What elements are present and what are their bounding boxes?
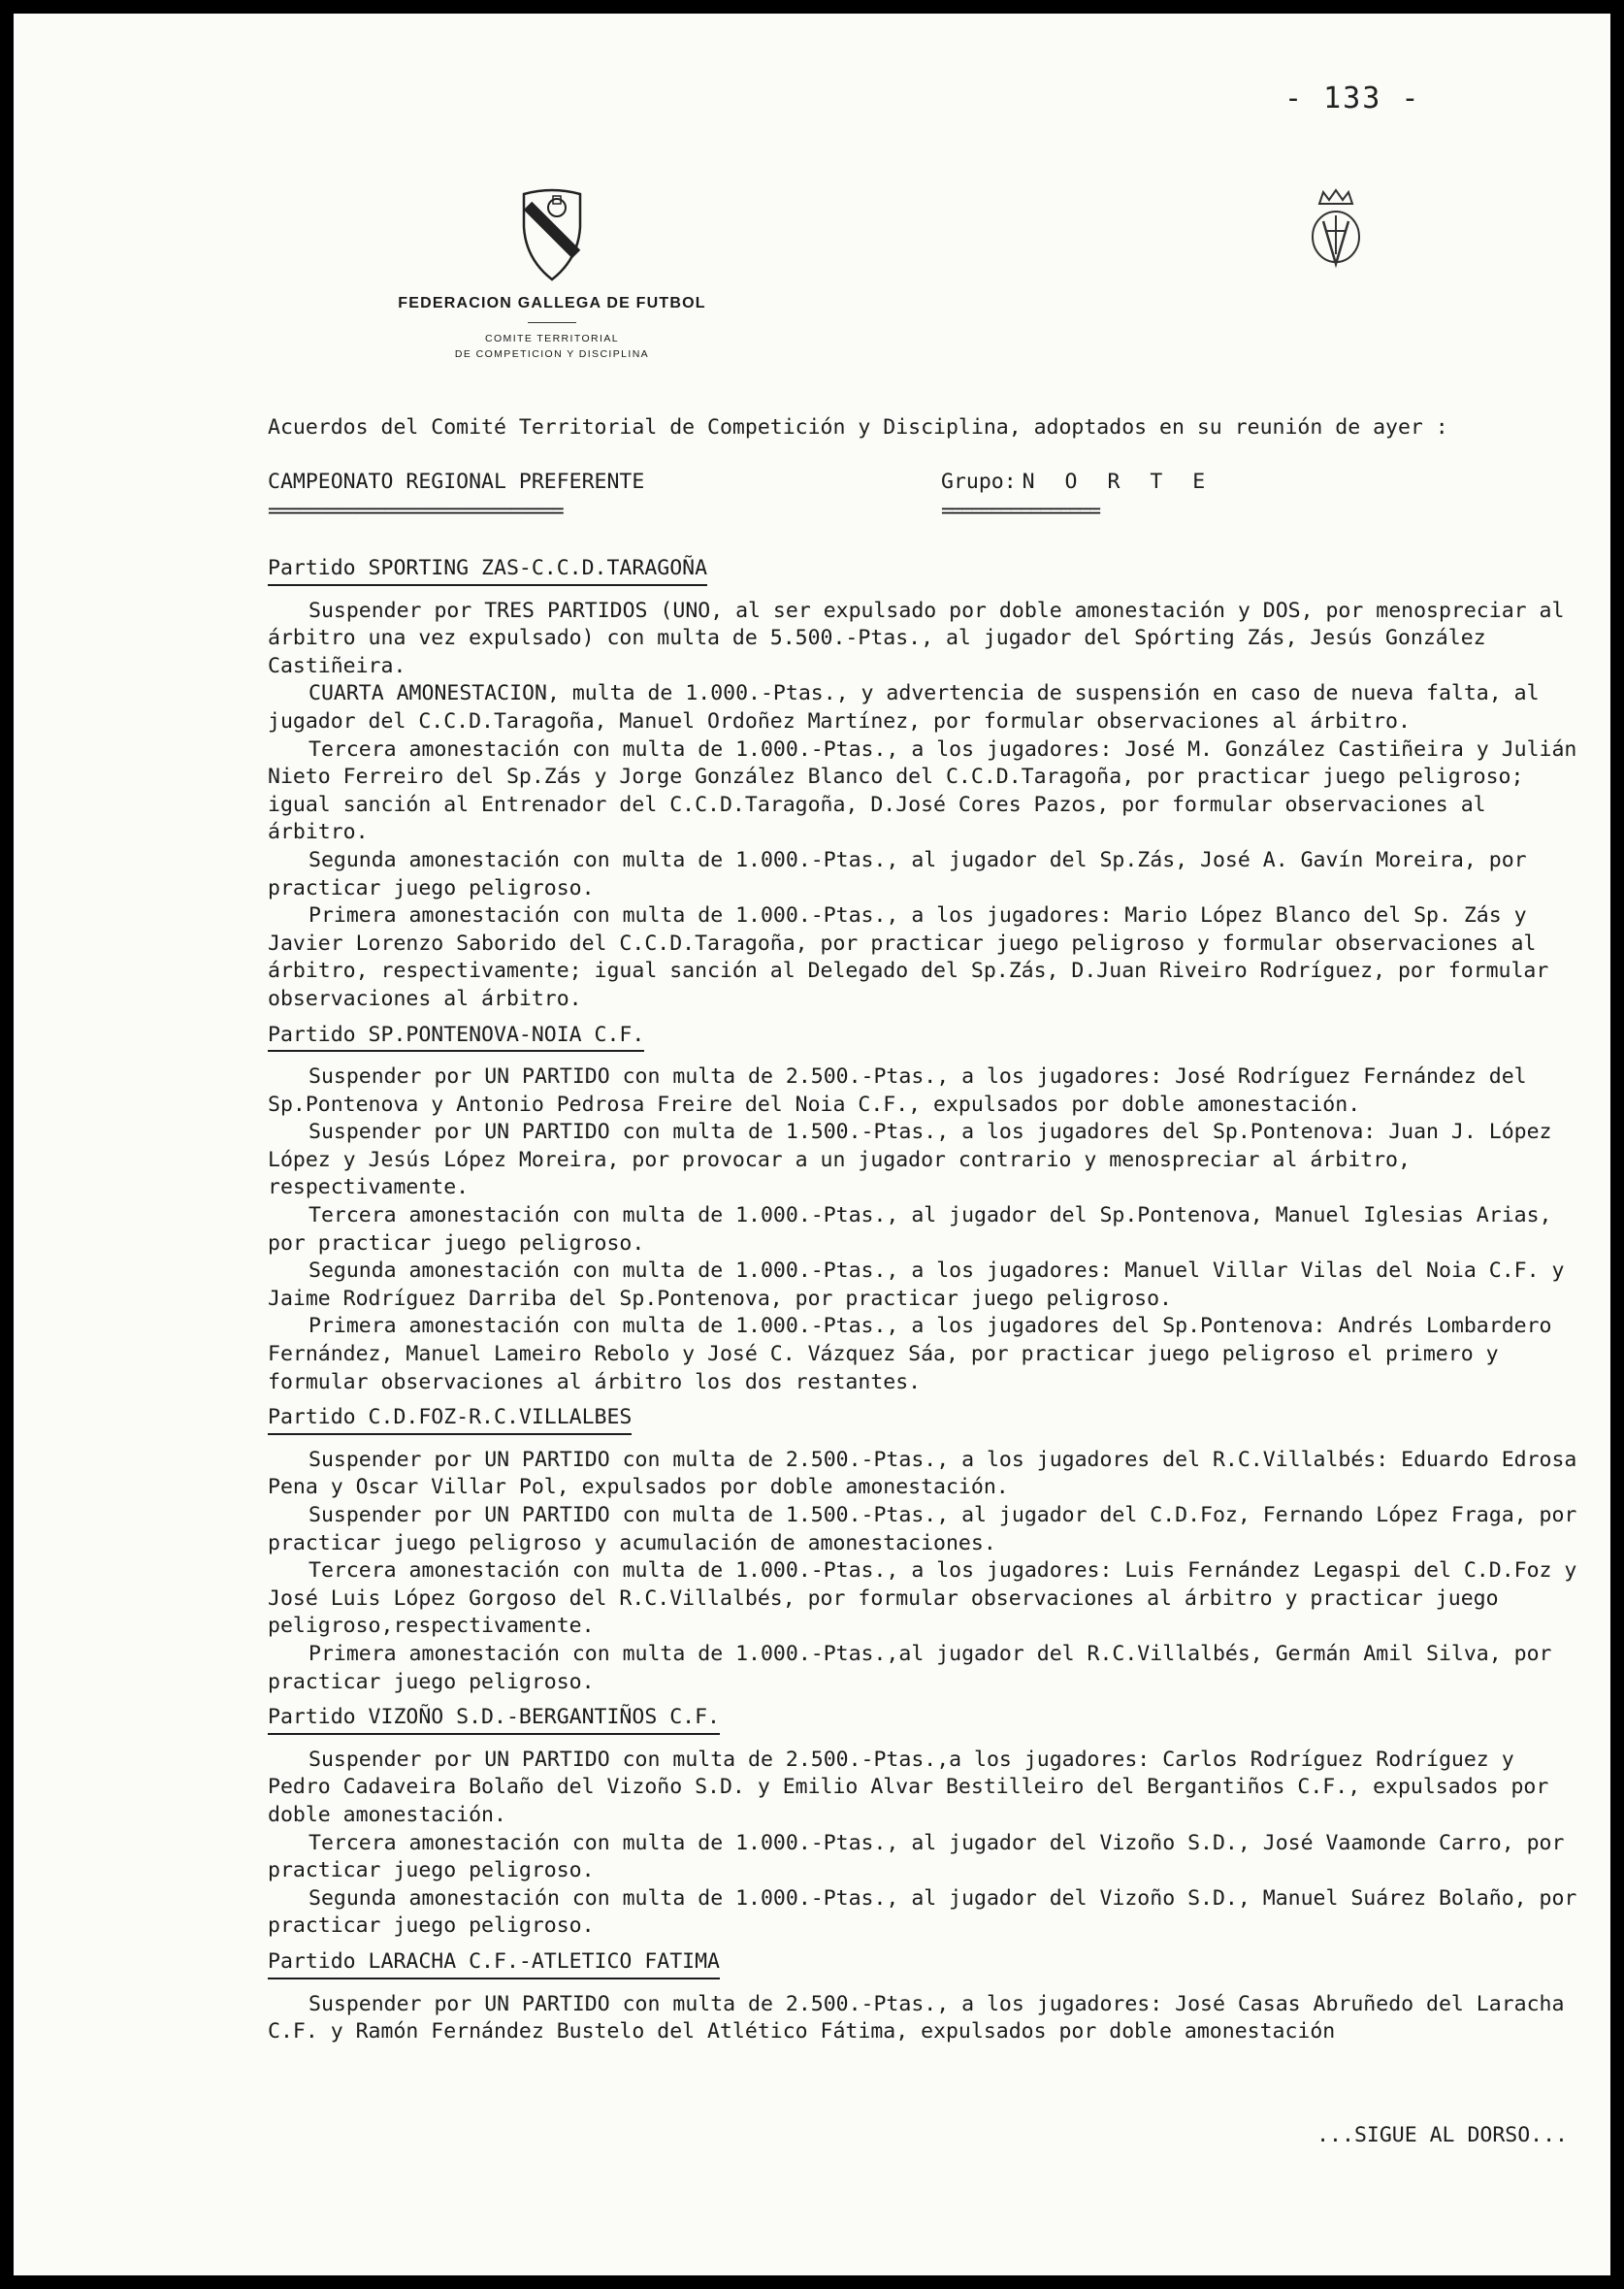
resolution-paragraph: Suspender por UN PARTIDO con multa de 1.500.-Ptas., a los jugadores del Sp.Pontenova: Juan J. López López y Jesús López Moreira, por provocar a un jugador contrario y menospreciar al árbitro, respectivamente. [268, 1120, 1552, 1200]
shield-icon [518, 186, 586, 283]
page-number: - 133 - [1284, 82, 1421, 115]
group-label: Grupo: [941, 470, 1017, 494]
match-title: Partido SPORTING ZAS-C.C.D.TARAGOÑA [268, 555, 1587, 586]
championship-underline: ============================ [268, 499, 563, 523]
resolution-paragraph: Tercera amonestación con multa de 1.000.-Ptas., al jugador del Vizoño S.D., José Vaamonde Carro, por practicar juego peligroso. [268, 1830, 1565, 1883]
continuation-note: ...SIGUE AL DORSO... [1316, 2123, 1568, 2147]
header-divider [528, 322, 576, 323]
resolution-paragraph: Suspender por TRES PARTIDOS (UNO, al ser expulsado por doble amonestación y DOS, por menospreciar al árbitro una vez expulsado) con multa de 5.500.-Ptas., al jugador del Spórting Zás, Jesús González Castiñeira. [268, 598, 1565, 678]
resolution-paragraph: Primera amonestación con multa de 1.000.-Ptas., a los jugadores: Mario López Blanco del Sp. Zás y Javier Lorenzo Saborido del C.C.D.Taragoña, por practicar juego peligroso y formular observaciones al árbitro, respectivamente; igual sanción al Delegado del Sp.Zás, D.Juan Riveiro Rodríguez, por formular observaciones al árbitro. [268, 903, 1549, 1011]
match-title: Partido LARACHA C.F.-ATLETICO FATIMA [268, 1948, 1587, 1979]
championship-label: CAMPEONATO REGIONAL PREFERENTE [268, 470, 645, 494]
resolution-paragraph: Suspender por UN PARTIDO con multa de 2.500.-Ptas., a los jugadores del R.C.Villalbés: Eduardo Edrosa Pena y Oscar Villar Pol, expulsados por doble amonestación. [268, 1447, 1577, 1500]
resolution-paragraph: Segunda amonestación con multa de 1.000.-Ptas., al jugador del Vizoño S.D., Manuel Suárez Bolaño, por practicar juego peligroso. [268, 1885, 1577, 1939]
resolution-paragraph: Suspender por UN PARTIDO con multa de 1.500.-Ptas., al jugador del C.D.Foz, Fernando López Fraga, por practicar juego peligroso y acumulación de amonestaciones. [268, 1503, 1577, 1555]
federation-name: FEDERACION GALLEGA DE FUTBOL [398, 295, 706, 311]
resolution-paragraph: Segunda amonestación con multa de 1.000.-Ptas., al jugador del Sp.Zás, José A. Gavín Moreira, por practicar juego peligroso. [268, 847, 1527, 900]
resolution-paragraph: Suspender por UN PARTIDO con multa de 2.500.-Ptas.,a los jugadores: Carlos Rodríguez Rodríguez y Pedro Cadaveira Bolaño del Vizoño S.D. y Emilio Alvar Bestilleiro del Bergantiños C.F., expulsados por doble amonestación. [268, 1747, 1549, 1827]
crowned-crest-icon [1306, 186, 1366, 270]
committee-line-1: COMITE TERRITORIAL [485, 333, 619, 344]
resolution-paragraph: Suspender por UN PARTIDO con multa de 2.500.-Ptas., a los jugadores: José Rodríguez Fernández del Sp.Pontenova y Antonio Pedrosa Freire del Noia C.F., expulsados por doble amonestación. [268, 1064, 1527, 1117]
resolution-paragraph: Tercera amonestación con multa de 1.000.-Ptas., a los jugadores: Luis Fernández Legaspi del C.D.Foz y José Luis López Gorgoso del R.C.Villalbés, por formular observaciones al árbitro y practicar juego peligroso,respectivamente. [268, 1558, 1577, 1639]
group-underline: ================ [941, 499, 1099, 523]
resolution-paragraph: Segunda amonestación con multa de 1.000.-Ptas., a los jugadores: Manuel Villar Vilas del Noia C.F. y Jaime Rodríguez Darriba del Sp.Pontenova, por practicar juego peligroso. [268, 1259, 1565, 1311]
document-page [14, 14, 1610, 2275]
group-heading [941, 470, 1214, 494]
match-title: Partido SP.PONTENOVA-NOIA C.F. [268, 1022, 1587, 1053]
match-title: Partido VIZOÑO S.D.-BERGANTIÑOS C.F. [268, 1704, 1587, 1735]
resolution-paragraph: Primera amonestación con multa de 1.000.-Ptas.,al jugador del R.C.Villalbés, Germán Amil Silva, por practicar juego peligroso. [268, 1641, 1552, 1694]
resolution-paragraph: Tercera amonestación con multa de 1.000.-Ptas., al jugador del Sp.Pontenova, Manuel Iglesias Arias, por practicar juego peligroso. [268, 1203, 1552, 1256]
resolution-paragraph: Primera amonestación con multa de 1.000.-Ptas., a los jugadores del Sp.Pontenova: Andrés Lombardero Fernández, Manuel Lameiro Rebolo y José C. Vázquez Sáa, por practicar juego peligroso el primero y formular observaciones al árbitro los dos restantes. [268, 1314, 1552, 1394]
match-title: Partido C.D.FOZ-R.C.VILLALBES [268, 1404, 1587, 1435]
resolutions-body [268, 547, 1587, 2046]
intro-text: Acuerdos del Comité Territorial de Competición y Disciplina, adoptados en su reunión de ayer : [268, 415, 1448, 440]
resolution-paragraph: CUARTA AMONESTACION, multa de 1.000.-Ptas., y advertencia de suspensión en caso de nueva falta, al jugador del C.C.D.Taragoña, Manuel Ordoñez Martínez, por formular observaciones al árbitro. [268, 681, 1540, 734]
committee-line-2: DE COMPETICION Y DISCIPLINA [454, 348, 650, 360]
resolution-paragraph: Suspender por UN PARTIDO con multa de 2.500.-Ptas., a los jugadores: José Casas Abruñedo del Laracha C.F. y Ramón Fernández Bustelo del Atlético Fátima, expulsados por doble amonestación [268, 1991, 1565, 2044]
federation-header [397, 295, 707, 362]
resolution-paragraph: Tercera amonestación con multa de 1.000.-Ptas., a los jugadores: José M. González Castiñeira y Julián Nieto Ferreiro del Sp.Zás y Jorge González Blanco del C.C.D.Taragoña, por practicar juego peligroso; igual sanción al Entrenador del C.C.D.Taragoña, D.José Cores Pazos, por formular observaciones al árbitro. [268, 736, 1577, 845]
group-value: N O R T E [1022, 470, 1215, 494]
